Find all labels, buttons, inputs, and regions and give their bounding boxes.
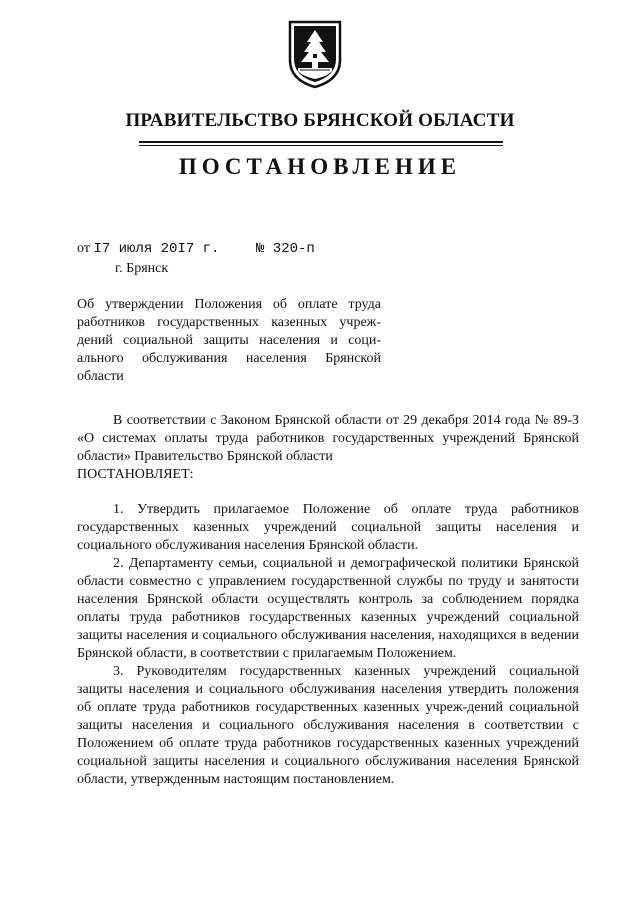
paragraph-2: 2. Департаменту семьи, социальной и демографической политики Брянской области совместно с управлением государственной службы по труду и занятости населения Брянской области осуществлять контроль за соблюдением порядка оплаты труда работников государственных казенных учреждений социальной защиты населения и социального обслуживания населения, находящихся в ведении Брянской области, в соответствии с прилагаемым Положением. [77, 556, 579, 661]
decree-word: ПОСТАНОВЛЯЕТ: [77, 467, 194, 482]
document-city: г. Брянск [115, 261, 169, 276]
document-number: № 320-п [256, 241, 315, 257]
organization-title: ПРАВИТЕЛЬСТВО БРЯНСКОЙ ОБЛАСТИ [125, 110, 515, 131]
header-rule [139, 141, 503, 143]
document-body [77, 412, 579, 789]
header-rule-thin [139, 145, 503, 146]
preamble-text: В соответствии с Законом Брянской области от 29 декабря 2014 года № 89-З «О системах оплаты труда работников государственных учреждений Брянской области» Правительство Брянской области [77, 413, 579, 464]
coat-of-arms-icon [286, 18, 344, 90]
date-prefix: от [77, 241, 94, 256]
paragraph-3: 3. Руководителям государственных казенных учреждений социальной защиты населения и социального обслуживания населения утвердить положения об оплате труда работников государственных казенных учреж-дений социальной защиты населения и социального обслуживания населения в соответствии с Положением об оплате труда работников государственных казенных учреждений социальной защиты населения и социального обслуживания населения Брянской области, утвержденным настоящим постановлением. [77, 664, 579, 787]
document-type-title: ПОСТАНОВЛЕНИЕ [178, 154, 462, 179]
document-subject: Об утверждении Положения об оплате труда работников государственных казенных учреж-дений социальной защиты населения и соци-ального обслуживания населения Брянской области [77, 297, 381, 384]
date-value: I7 июля 20I7 г. [93, 241, 220, 257]
document-date [77, 241, 219, 257]
paragraph-1: 1. Утвердить прилагаемое Положение об оплате труда работников государственных казенных учреждений социальной защиты населения и социального обслуживания населения Брянской области. [77, 502, 579, 553]
